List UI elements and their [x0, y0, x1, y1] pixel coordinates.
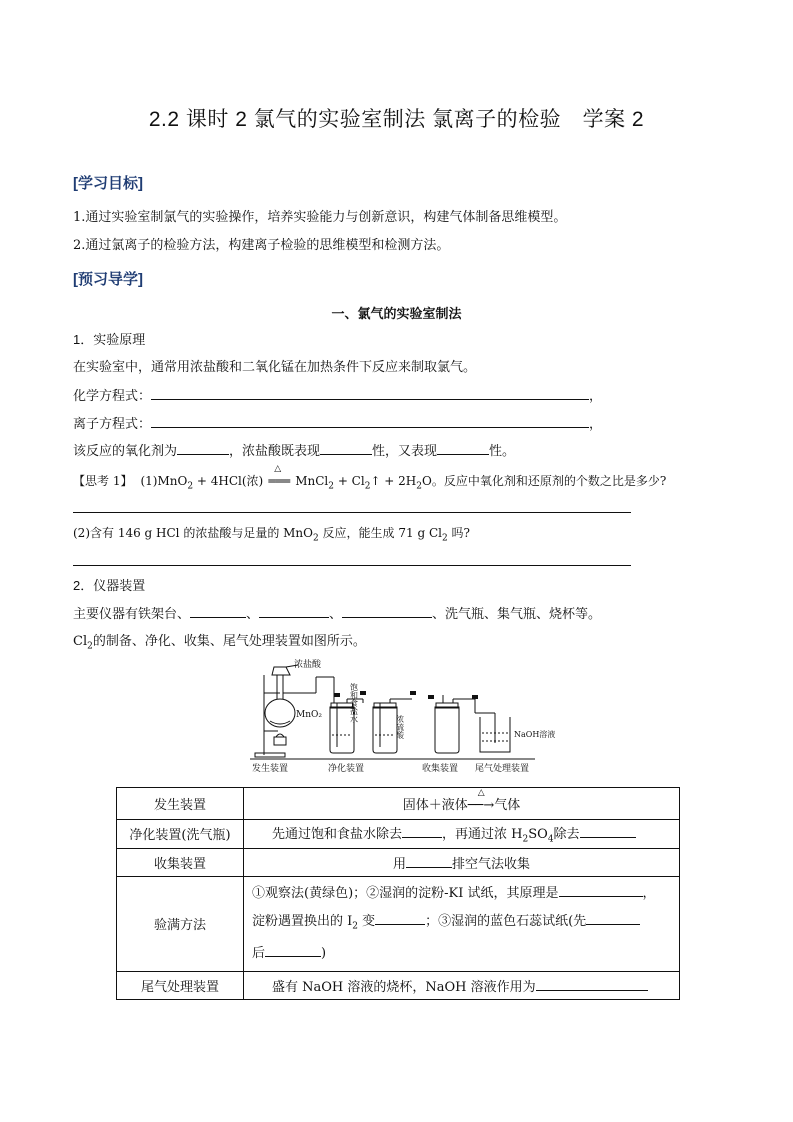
label-hcl: 浓盐酸 — [294, 660, 322, 670]
figure-intro: $Cl_2$的制备、净化、收集、尾气处理装置如图所示。 — [73, 634, 366, 652]
answer-blank — [406, 855, 452, 868]
answer-blank — [320, 442, 372, 455]
subsection-title-principle: 1．实验原理 — [73, 332, 146, 347]
answer-blank — [375, 912, 425, 925]
answer-blank — [437, 442, 489, 455]
page-title: 2.2 课时 2 氯气的实验室制法 氯离子的检验 学案 2 — [148, 108, 645, 131]
row-content: ①观察法(黄绿色)；②湿润的淀粉-KI 试纸，其原理是 ， 淀粉遇置换出的 $I_2$ 变 ；③湿润的蓝色石蕊试纸(先 后 ) — [244, 876, 680, 972]
label-naoh: NaOH溶液 — [514, 730, 556, 739]
label-h2so4: 浓硫酸 — [395, 715, 405, 739]
section-heading-preview: [预习导学] — [73, 271, 143, 288]
principle-text: 在实验室中，通常用浓盐酸和二氧化锰在加热条件下反应来制取氯气。 — [73, 360, 477, 375]
answer-blank — [536, 978, 648, 991]
answer-line — [73, 565, 631, 566]
think-question-1: 【思考 1】 (1)MnO$_2$ + 4HCl(浓) △ ═══ MnCl$_2$ + $Cl_2↑ + 2H_2O$。反应中氧化剂和还原剂的个数之比是多少? — [73, 464, 667, 492]
oxidant-question: 该反应的氧化剂为 ，浓盐酸既表现 性，又表现 性。 — [73, 444, 516, 459]
row-label: 验满方法 — [117, 876, 244, 972]
think-question-2: (2)含有 146 g HCl 的浓盐酸与足量的 MnO$_2$ 反应，能生成 71 g $Cl_2$ 吗? — [73, 526, 470, 544]
heat-arrow: △ ═══ — [268, 464, 291, 488]
answer-blank — [259, 605, 329, 618]
answer-blank — [177, 442, 229, 455]
answer-blank — [265, 944, 321, 957]
caption-purifier: 净化装置 — [328, 764, 365, 774]
caption-tail-gas: 尾气处理装置 — [475, 764, 530, 774]
row-content: 固体＋液体 △ ──→气体 — [244, 788, 680, 820]
subsection-title-apparatus: 2．仪器装置 — [73, 578, 146, 593]
answer-blank — [402, 825, 442, 838]
table-row — [117, 876, 680, 972]
goal-item-1: 1.通过实验室制氯气的实验操作，培养实验能力与创新意识，构建气体制备思维模型。 — [73, 210, 567, 225]
label-mno2: MnO₂ — [296, 710, 322, 720]
table-row — [117, 972, 680, 1000]
row-content: 盛有 NaOH 溶液的烧杯，NaOH 溶液作用为 — [244, 972, 680, 1000]
answer-blank — [586, 912, 640, 925]
row-label: 收集装置 — [117, 848, 244, 876]
row-content: 用 排空气法收集 — [244, 848, 680, 876]
ion-equation-line: 离子方程式： ， — [73, 417, 603, 432]
answer-blank — [559, 884, 643, 897]
apparatus-text: 主要仪器有铁架台、 、 、 、洗气瓶、集气瓶、烧杯等。 — [73, 607, 602, 622]
table-row — [117, 820, 680, 849]
chem-equation-line: 化学方程式： ， — [73, 389, 603, 404]
goal-item-2: 2.通过氯离子的检验方法，构建离子检验的思维模型和检测方法。 — [73, 238, 450, 253]
row-label: 尾气处理装置 — [117, 972, 244, 1000]
apparatus-figure — [250, 655, 556, 777]
row-label: 净化装置(洗气瓶) — [117, 820, 244, 849]
part-title: 一、氯气的实验室制法 — [331, 306, 462, 321]
caption-generator: 发生装置 — [252, 764, 289, 774]
row-label: 发生装置 — [117, 788, 244, 820]
section-heading-goals: [学习目标] — [73, 175, 143, 192]
table-row — [117, 788, 680, 820]
answer-blank — [151, 387, 589, 400]
row-content: 先通过饱和食盐水除去 ，再通过浓 $H_2SO_4$除去 — [244, 820, 680, 849]
label-saturated-salt: 饱和食盐水 — [349, 683, 359, 723]
answer-line — [73, 512, 631, 513]
apparatus-table — [116, 787, 680, 1000]
answer-blank — [580, 825, 636, 838]
table-row — [117, 848, 680, 876]
answer-blank — [190, 605, 246, 618]
caption-collector: 收集装置 — [422, 764, 459, 774]
answer-blank — [151, 415, 589, 428]
answer-blank — [342, 605, 432, 618]
